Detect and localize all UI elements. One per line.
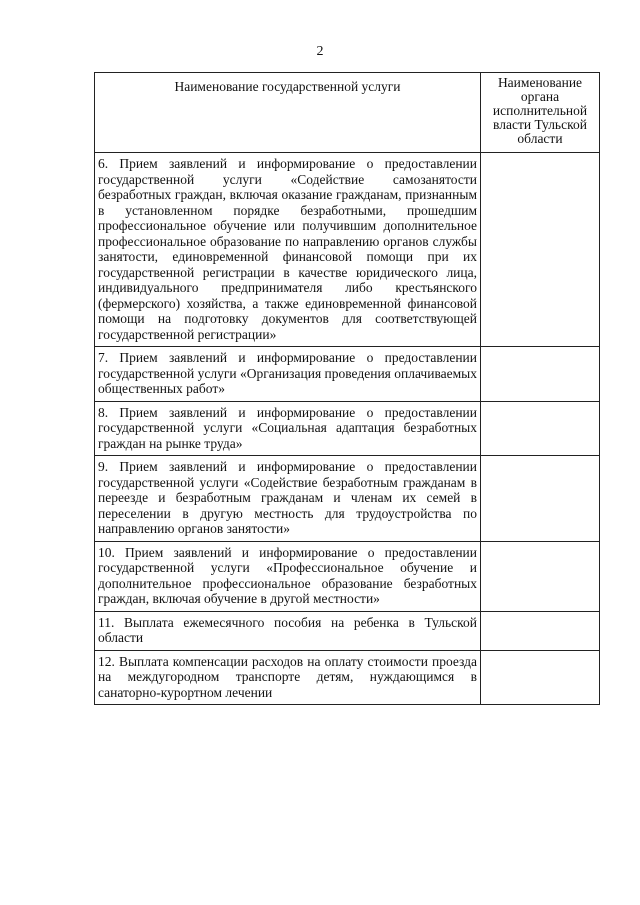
authority-cell — [481, 541, 600, 611]
authority-cell — [481, 347, 600, 402]
service-cell: 10. Прием заявлений и информирование о предоставлении государственной услуги «Профессиональное обучение и дополнительное профессиональное образование безработных граждан, включая обучение в другой местности» — [95, 541, 481, 611]
authority-cell — [481, 153, 600, 347]
service-cell: 6. Прием заявлений и информирование о предоставлении государственной услуги «Содействие самозанятости безработных граждан, включая оказание гражданам, признанным в установленном порядке безработными, прошедшим профессиональное обучение или получившим дополнительное профессиональное образование по направлению органов службы занятости, единовременной финансовой помощи при их государственной регистрации в качестве юридического лица, индивидуального предпринимателя либо крестьянского (фермерского) хозяйства, а также единовременной финансовой помощи на подготовку документов для соответствующей государственной регистрации» — [95, 153, 481, 347]
service-cell: 11. Выплата ежемесячного пособия на ребенка в Тульской области — [95, 611, 481, 650]
table-header-row — [95, 73, 600, 153]
service-cell: 8. Прием заявлений и информирование о предоставлении государственной услуги «Социальная адаптация безработных граждан на рынке труда» — [95, 401, 481, 456]
authority-cell — [481, 401, 600, 456]
services-table — [94, 72, 600, 705]
table-row — [95, 611, 600, 650]
service-cell: 9. Прием заявлений и информирование о предоставлении государственной услуги «Содействие безработным гражданам в переезде и безработным гражданам и членам их семей в переселении в другую местность для трудоустройства по направлению органов занятости» — [95, 456, 481, 542]
authority-cell — [481, 650, 600, 705]
table-row — [95, 541, 600, 611]
table-row — [95, 347, 600, 402]
table-row — [95, 456, 600, 542]
table-row — [95, 401, 600, 456]
table-row — [95, 153, 600, 347]
authority-cell — [481, 611, 600, 650]
authority-cell — [481, 456, 600, 542]
table-row — [95, 650, 600, 705]
service-cell: 7. Прием заявлений и информирование о предоставлении государственной услуги «Организация проведения оплачиваемых общественных работ» — [95, 347, 481, 402]
service-cell: 12. Выплата компенсации расходов на оплату стоимости проезда на междугородном транспорте детям, нуждающимся в санаторно-курортном лечении — [95, 650, 481, 705]
header-service-name: Наименование государственной услуги — [95, 73, 481, 153]
header-authority-name: Наименование органа исполнительной власти Тульской области — [481, 73, 600, 153]
page-number: 2 — [316, 44, 324, 59]
